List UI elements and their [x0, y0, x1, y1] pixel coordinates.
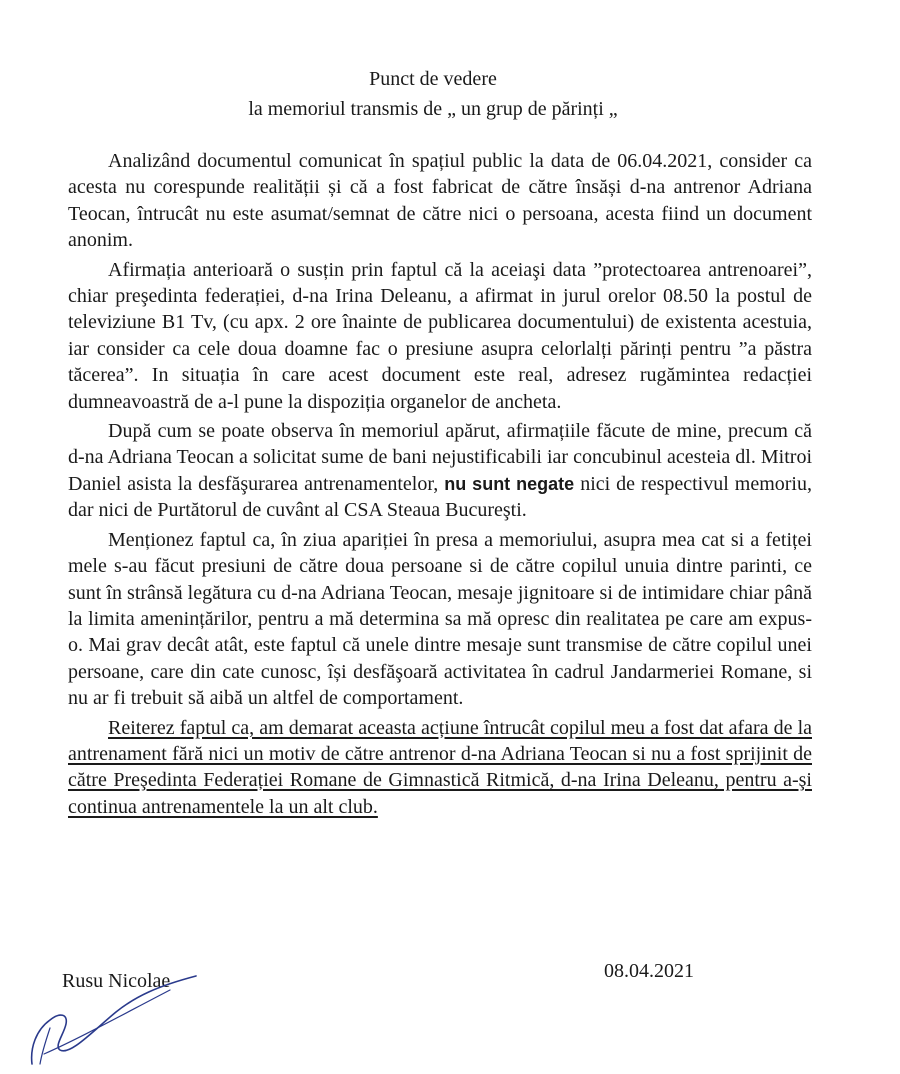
- document-title: Punct de vedere: [369, 68, 497, 90]
- handwritten-signature-icon: [20, 968, 230, 1068]
- paragraph-4: Menționez faptul ca, în ziua apariției în presa a memoriului, asupra mea cat si a fetiței mele s-au făcut presiuni de către doua persoane si de către copilul unuia dintre parinti, ce sunt în strânsă legătura cu d-na Adriana Teocan, mesaje jignitoare si de intimidare chiar până la limita amenințărilor, pentru a mă determina sa mă opresc din realitatea pe care am expus-o. Mai grav decât atât, este faptul că unele dintre mesaje sunt transmise de către copilul unei persoane, care din cate cunosc, își desfăşoară activitatea în cadrul Jandarmeriei Romane, si nu ar fi trebuit să aibă un altfel de comportament.: [68, 528, 812, 710]
- document-subtitle: la memoriul transmis de „ un grup de părinți „: [248, 98, 618, 120]
- paragraph-5: Reiterez faptul ca, am demarat aceasta acțiune întrucât copilul meu a fost dat afara de la antrenament fără nici un motiv de către antrenor d-na Adriana Teocan si nu a fost sprijinit de către Preşedinta Federației Romane de Gimnastică Ritmică, d-na Irina Deleanu, pentru a-şi continua antrenamentele la un alt club.: [68, 716, 812, 818]
- document-date: 08.04.2021: [604, 960, 694, 982]
- signer-name: Rusu Nicolae: [62, 970, 171, 992]
- paragraph-1: Analizând documentul comunicat în spațiul public la data de 06.04.2021, consider ca acesta nu corespunde realității și că a fost fabricat de către însăși d-na antrenor Adriana Teocan, întrucât nu este asumat/semnat de către nici o persoana, acesta fiind un document anonim.: [68, 150, 812, 252]
- document-body: [68, 148, 812, 820]
- paragraph-3-text-start: După cum se poate observa în memoriul apărut, afirmațiile făcute de mine, precum că d-na Adriana Teocan a solicitat sume de bani nejustificabili iar concubinul acesteia dl. Mitroi Daniel asista la desfăşurarea antrenamentelor,: [68, 420, 812, 495]
- paragraph-3-bold-text: nu sunt negate: [444, 473, 575, 494]
- paragraph-3: [68, 418, 812, 524]
- paragraph-3-text-end: nici de respectivul memoriu, dar nici de Purtătorul de cuvânt al CSA Steaua Bucureşti.: [68, 472, 812, 522]
- paragraph-2: Afirmația anterioară o susțin prin faptul că la aceiaşi data ”protectoarea antrenoarei”, chiar preşedinta federației, d-na Irina Deleanu, a afirmat in jurul orelor 08.50 la postul de televiziune B1 Tv, (cu apx. 2 ore înainte de publicarea documentului) de existenta acestuia, iar consider ca cele doua doamne fac o presiune asupra celorlalți părinți pentru ”a păstra tăcerea”. In situația în care acest document este real, adresez rugămintea redacției dumneavoastră de a-l pune la dispoziția organelor de ancheta.: [68, 258, 812, 413]
